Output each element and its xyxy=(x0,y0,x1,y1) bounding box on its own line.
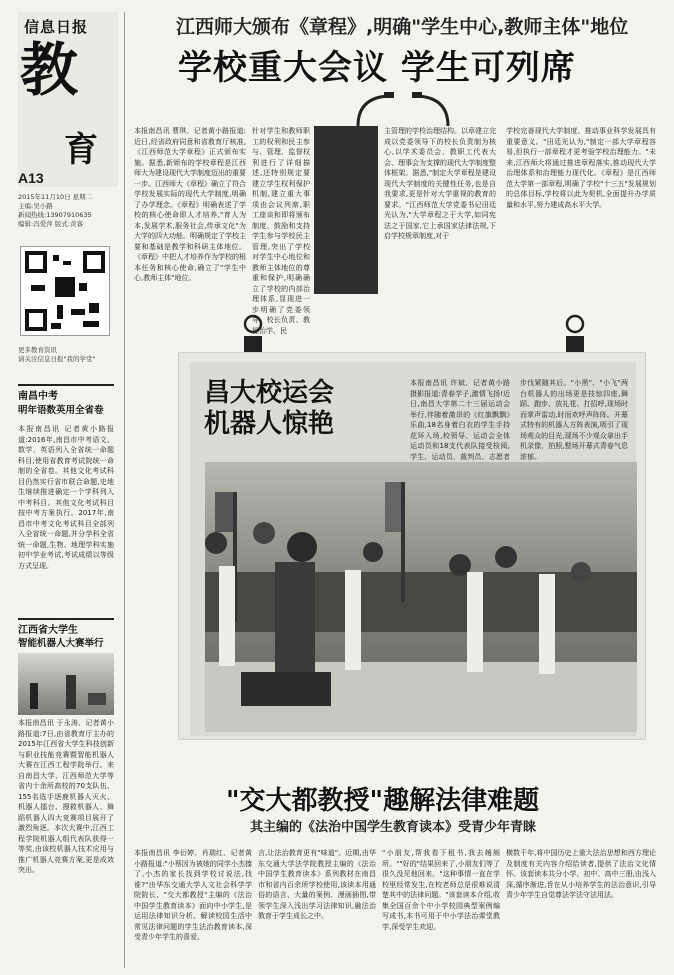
side2-title-2: 智能机器人大赛举行 xyxy=(18,638,104,649)
section-title: 教 xyxy=(20,36,79,104)
article2-headline xyxy=(204,378,334,440)
article1-headline: 学校重大会议 学生可列席 xyxy=(178,48,576,88)
side2-body: 本报南昌讯 于永涛、记者黄小路报道:7日,由省教育厅主办的2015年江西省大学生科技创新与职业技能竞赛暨智能机器人大赛在江西工程学院举行。来自南昌大学、江西师范大学等省内十余所高校的70支队伍、155名选手逐鹿机器人灭火、机器人擂台、搜救机器人、舞蹈机器人四大竞赛项目展开了激烈角逐。本次大赛中,江西工程学院机器人组代表队获得一等奖,由该校机器人技术应用与推广机器人竞赛方案,更是成效突出。 xyxy=(18,719,114,874)
side1-title-1: 南昌中考 xyxy=(18,391,58,402)
article3-headline: "交大都教授"趣解法律难题 xyxy=(226,786,540,816)
binder-clip-icon xyxy=(242,312,264,354)
section-title-2: 育 xyxy=(64,130,98,170)
dark-graphic-bar xyxy=(314,126,378,294)
news-hotline: 新闻热线:13907910635 xyxy=(18,211,92,219)
article2-headline-line2: 机器人惊艳 xyxy=(204,409,335,439)
article1-col4: 学校完善现代大学制度、推动事业科学发展具有重要意义。"田廷光认为,"制定一部大学章程容易,但执行一部章程才更考验学校治理能力。"未来,江西师大将通过推进章程落实,推动现代大学治理体系和治理能力现代化。《章程》是江西师范大学第一部章程,明确了学校"十三五"发展规划的总体目标,学校将以此为契机,全面提升办学质量和水平,努力建成高水平大学。 xyxy=(506,127,656,209)
article3-col1: 本报南昌讯 李衍婷、肖瑞红、记者黄小路报道:"小蔡因为被她的同学小杰揍了,小杰的家长找到学校讨说法,找谁?"由华东交通大学人文社会科学学院院长、"交大都教授"主编的《法治中国学生教育读本》面向中小学生,是运用法律知识分析、解读校园生活中常见法律问题的学生法治教育读本,深受青少年学生的喜爱。 xyxy=(134,849,252,941)
article3-col3: "小朋友,帮我看下租书,我去趟厕所。""好的"结果回来了,小朋友们等了很久没见他回来。"这种事情一直在学校里经常发生,在校老师总是很难说清楚其中的法律问题。"该套读本介绍,收集全国百余个中小学校园典型案例编写成书,本书可用于中小学法治课堂教学,深受学生欢迎。 xyxy=(382,849,500,931)
divider xyxy=(18,384,114,386)
qr-code xyxy=(20,246,110,336)
qr-caption-1: 更多教育资讯 xyxy=(18,346,57,354)
article1-col1: 本报南昌讯 曹琪、记者黄小路报道:近日,经省政府同意和省教育厅核准,《江西师范大学章程》正式颁布实施。据悉,新颁布的学校章程是江西师大为建设现代大学制度迈出的重要一步。江西师大《章程》确立了符合学校发展实际的现代大学制度,明确了办学理念。《章程》明确表述了学校的核心使命即人才培养,"育人为本,发展学术,服务社会,传承文化"为大学的四大功能。明确规定了学校主要和基础是教学和科研主体地位。《章程》中把人才培养作为学校的根本任务和核心使命,确立了"学生中心,教师主体"地位。 xyxy=(134,127,246,282)
article2-col1: 本报南昌讯 许斌、记者黄小路摄影报道:青春学子,激情飞扬!近日,南昌大学第二十三届运动会举行,伴随着激昂的《红旗飘飘》乐曲,18名身着白衣的学生手持花环入场,校领导、运动会全体运动员和18支代表队接受检阅,学生、运动员、裁判员、志愿者 xyxy=(410,379,510,461)
issue-date: 2015年11月10日 星期二 xyxy=(18,193,93,201)
sports-meet-robot-photo xyxy=(205,462,637,732)
divider xyxy=(18,618,114,620)
article2-col2: 步伐紧随其后。"小黑"、"小飞"两台机器人的出场更是技惊四座,舞蹈、跑步、放礼花、打招呼,现场时而掌声雷动,时而欢呼声阵阵。开幕式特有的机器人方阵表演,吸引了现场观众的目光,现场不少观众拿出手机录像、拍照,整场开幕式青春气息浓郁。 xyxy=(520,379,628,461)
editor-credit: 编辑:冯爱萍 版式:黄睿 xyxy=(18,220,83,228)
qr-caption-2: 请关注信息日报"我的学堂" xyxy=(18,355,96,363)
side2-title-1: 江西省大学生 xyxy=(18,625,78,636)
article2-headline-line1: 昌大校运会 xyxy=(204,378,335,408)
article3-col2: 言,让法治教育更有"味道"。近期,由华东交通大学法学院教授主编的《法治中国学生教育读本》系列教材在南昌市和省内百余所学校使用,该读本用通俗的语言、大量的案例、漫画插图,带领学生深入浅出学习法律知识,融法治教育于学生成长之中。 xyxy=(258,849,376,920)
article3-subheadline: 其主编的《法治中国学生教育读本》受青少年青睐 xyxy=(250,820,537,835)
column-rule xyxy=(124,12,125,968)
binder-clip-icon xyxy=(564,312,586,354)
article1-col3: 主管理的学校治理结构。以章建立完成以党委领导下的校长负责制为核心,以学术委员会、教职工代表大会、理事会为支撑的现代大学制度整体框架。据悉,"制定大学章程是建设现代大学制度的关键性任务,也是自我要求,更是针对大学重视的教育的要求。"江西师范大学党委书记田廷光认为,"大学章程之于大学,如同宪法之于国家,它上承国家法律法规,下启学校规章制度,对于 xyxy=(384,127,496,240)
side1-title-2: 明年语数英用全省卷 xyxy=(18,405,104,416)
article1-kicker: 江西师大颁布《章程》,明确"学生中心,教师主体"地位 xyxy=(176,16,629,38)
microphone-icon xyxy=(348,88,458,128)
article3-col4: 横数千年,将中国历史上重大法治思想和西方理论及制度有关内容介绍给读者,提供了法治文化情怀。该套读本共分小学、初中、高中三册,由浅入深,循序渐进,旨在从小培养学生的法治意识,引导青少年学生自觉尊法学法守法用法。 xyxy=(506,849,656,899)
article1-col2: 针对学生和教师职工的权利和民主参与、管理、监督权利进行了详细描述,还特别规定要建立学生权利保护机制,建立重大事项由会议列席,职工座谈和即将颁布制度、鼓励和支持学生参与学校民主管理,突出了学校对学生中心地位和教师主体地位的尊重和保护,明确确立了学校的内部治理体系,显现进一步明确了党委领导、校长负责、教授治学、民 xyxy=(252,127,310,335)
chief-editor: 主编:吴小路 xyxy=(18,202,53,210)
side1-body: 本报南昌讯 记者黄小路报道:2016年,南昌市中考语文、数学、英语列入全省统一命题科目,使用省教育考试院统一命制的全省卷。其他文化考试科目仍然实行省市联合命题,史地生继续推进确定一个学科列入中考科目。其他文化考试科目按中考方案执行。2017年,南昌市中考文化考试科目全部列入全省统一命题,并分学科全省统一命题,生物、地理学科实施初中学业考试,考试成绩以等级方式呈现。 xyxy=(18,425,114,570)
paper-name: 信息日报 xyxy=(24,18,89,36)
robot-contest-photo xyxy=(18,653,114,715)
page-number: A13 xyxy=(18,170,44,186)
